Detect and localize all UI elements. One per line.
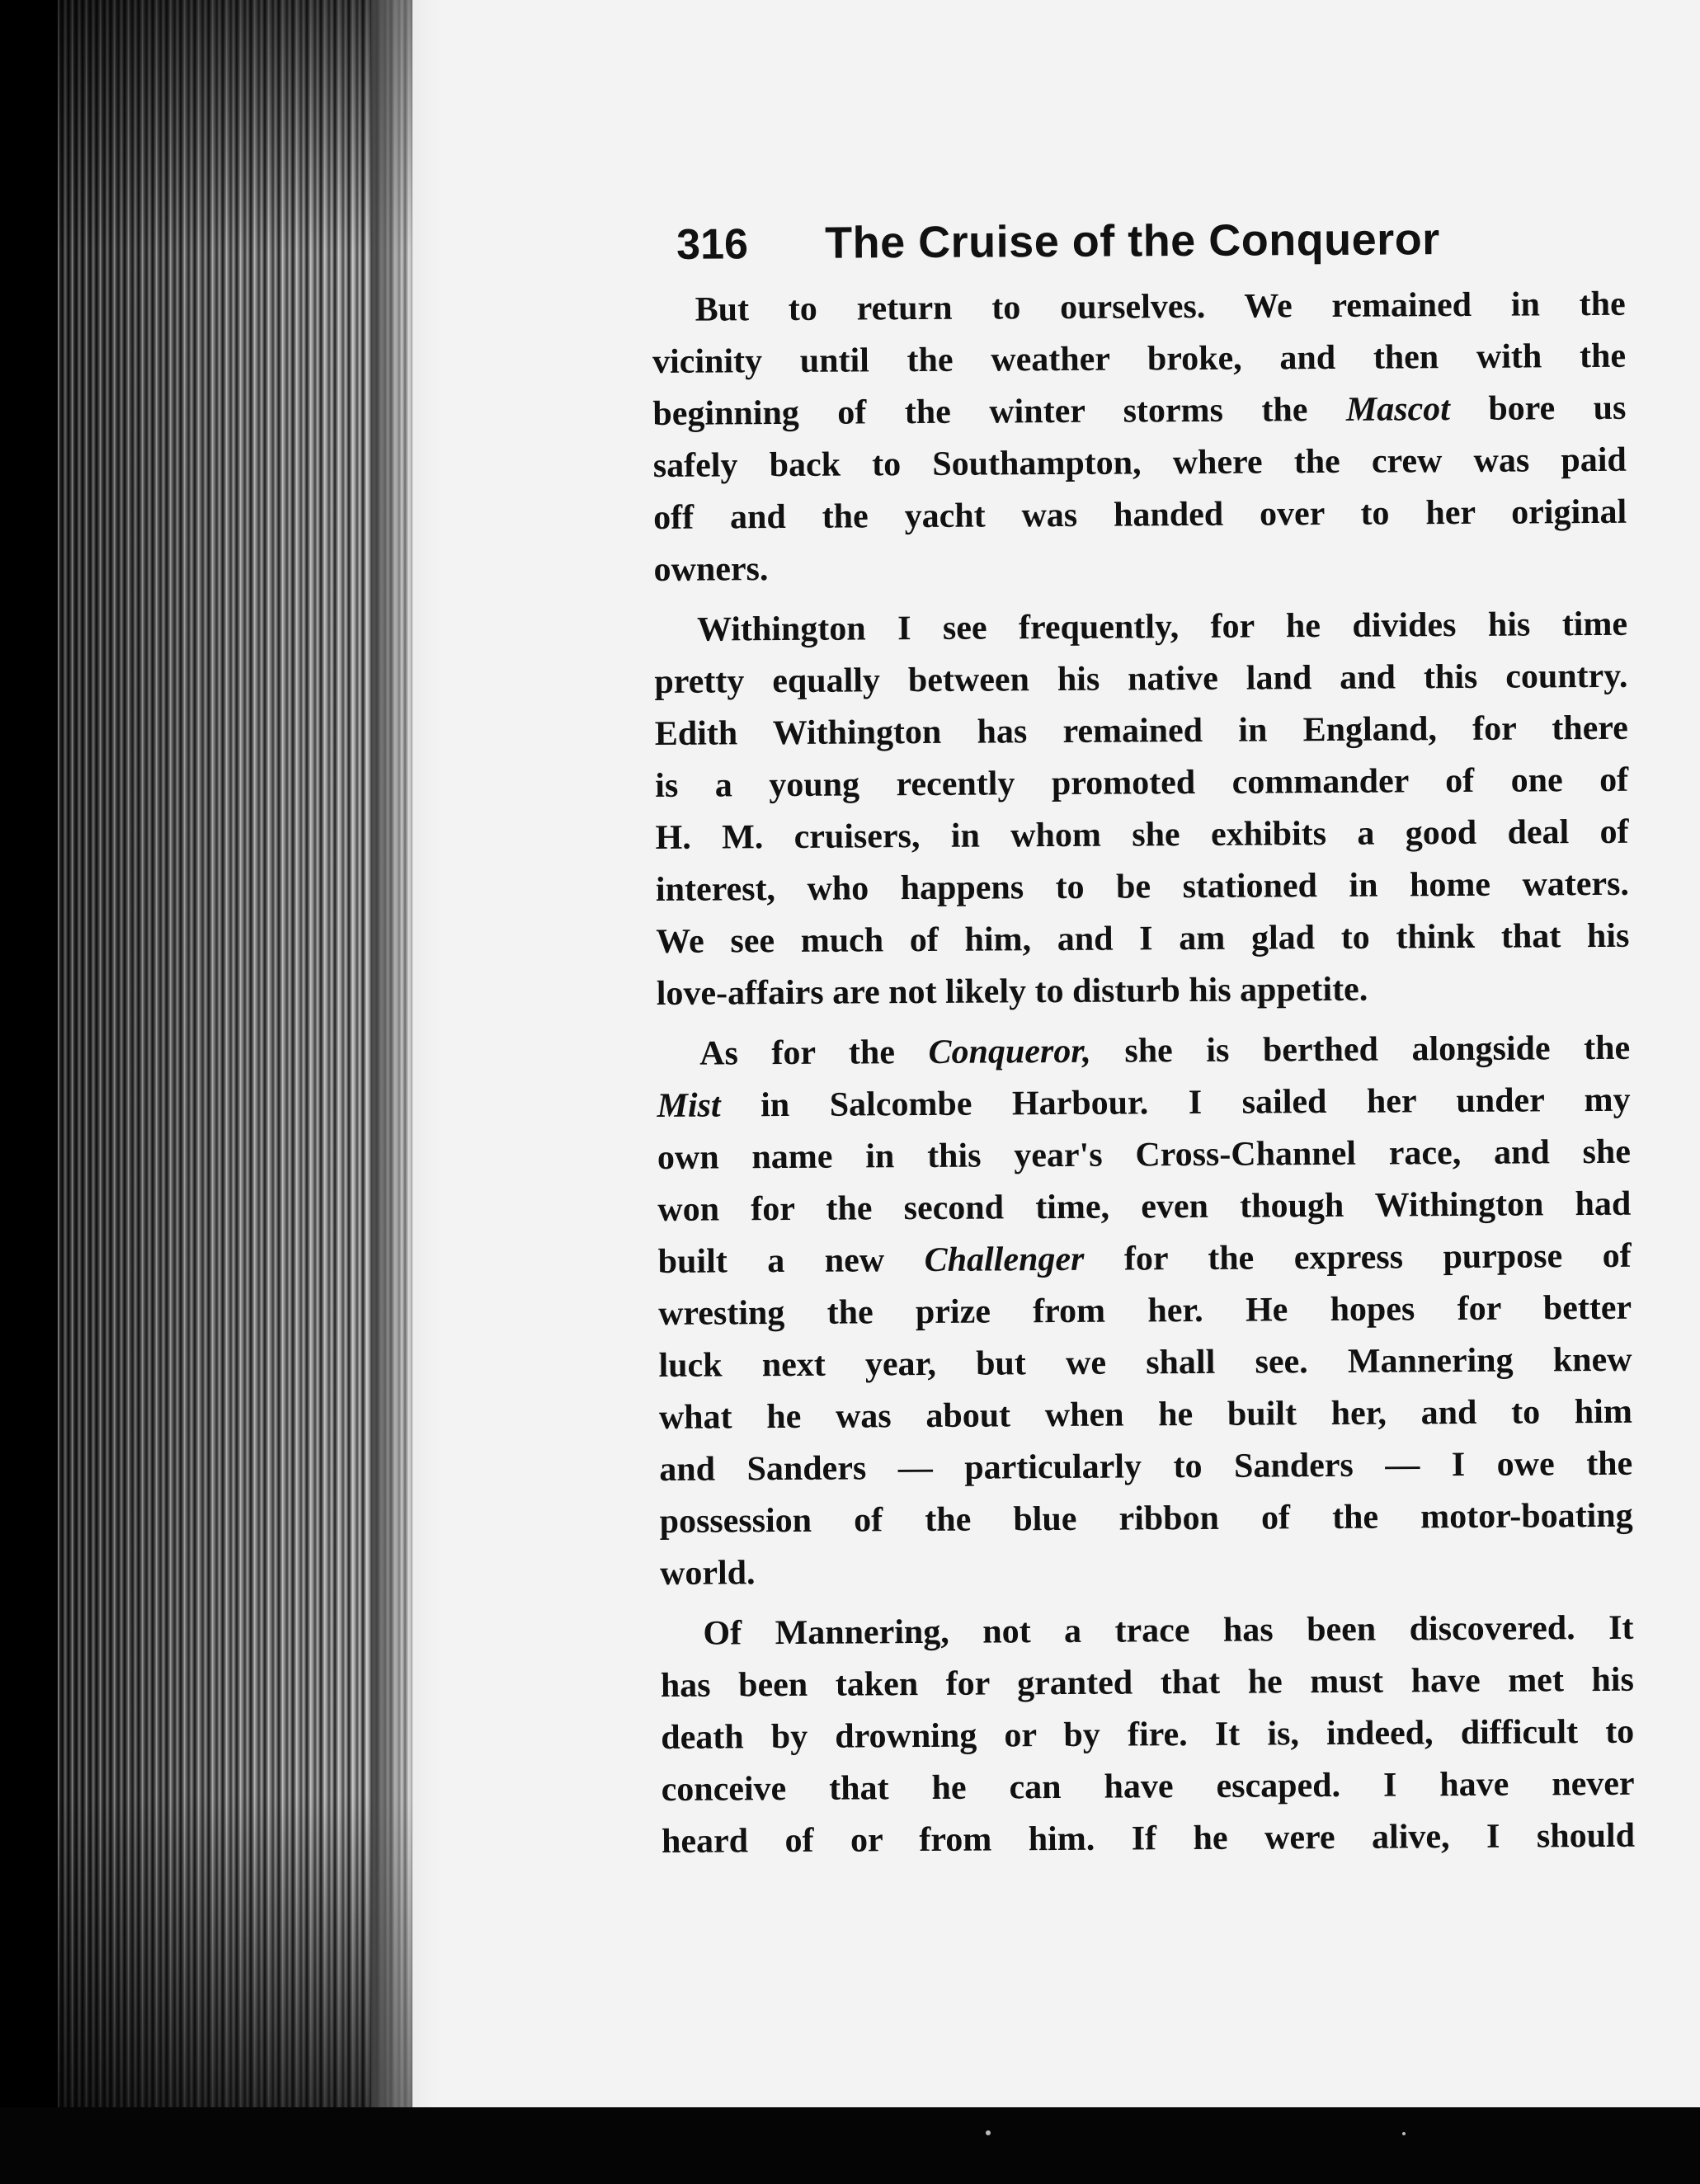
- text-run: heard of or from him. If he were alive, I should: [661, 1816, 1636, 1861]
- text-line: [657, 1179, 1631, 1236]
- text-run: off and the yacht was handed over to her original: [653, 492, 1627, 537]
- text-run: wresting the prize from her. He hopes for better: [657, 1288, 1632, 1333]
- text-block: [652, 213, 1635, 1876]
- text-line: [657, 963, 1630, 1020]
- text-run: luck next year, but we shall see. Mannering knew: [658, 1340, 1632, 1385]
- text-line: [652, 331, 1626, 388]
- italic-title: Challenger: [924, 1240, 1085, 1280]
- text-line: [656, 911, 1629, 968]
- italic-title: Mist: [657, 1086, 721, 1125]
- text-line: [661, 1706, 1634, 1764]
- text-run: what he was about when he built her, and to him: [658, 1392, 1633, 1437]
- text-line: [660, 1603, 1633, 1660]
- text-line: [655, 755, 1628, 812]
- text-line: [653, 539, 1627, 596]
- text-run: Edith Withington has remained in England, for there: [654, 708, 1628, 753]
- page-edges: [58, 0, 421, 2111]
- text-line: [653, 435, 1627, 492]
- text-run: interest, who happens to be stationed in home waters.: [655, 864, 1630, 909]
- page-number: 316: [676, 220, 749, 269]
- text-run: But to return to ourselves. We remained in the: [695, 285, 1626, 329]
- paragraph: [657, 1023, 1633, 1600]
- text-run: vicinity until the weather broke, and then with the: [652, 337, 1627, 381]
- bottom-scan-border: [0, 2107, 1700, 2184]
- text-line: [659, 1490, 1632, 1548]
- text-run: We see much of him, and I am glad to think that his: [656, 916, 1630, 961]
- italic-title: Conqueror,: [928, 1032, 1091, 1071]
- text-run: she is berthed alongside the: [1090, 1028, 1631, 1071]
- text-line: [661, 1654, 1634, 1712]
- text-line: [658, 1283, 1632, 1340]
- text-line: [654, 599, 1627, 657]
- text-line: [660, 1542, 1633, 1600]
- text-run: Withington I see frequently, for he divides his time: [696, 605, 1628, 649]
- text-line: [653, 487, 1627, 544]
- text-run: death by drowning or by fire. It is, indeed, difficult to: [661, 1712, 1635, 1757]
- paragraph: [654, 599, 1630, 1020]
- text-run: for the express purpose of: [1084, 1236, 1632, 1278]
- text-line: [657, 1075, 1630, 1132]
- text-run: possession of the blue ribbon of the motor-boating: [659, 1496, 1633, 1541]
- text-line: [655, 807, 1628, 864]
- running-head: [676, 213, 1625, 270]
- paragraph: [660, 1603, 1635, 1868]
- text-line: [652, 383, 1626, 440]
- text-line: [655, 703, 1628, 760]
- text-run: won for the second time, even though Withington had: [657, 1184, 1632, 1229]
- text-run: safely back to Southampton, where the crew was paid: [652, 440, 1627, 485]
- text-run: built a new: [657, 1241, 925, 1281]
- text-run: Of Mannering, not a trace has been discovered. It: [703, 1608, 1634, 1653]
- text-line: [661, 1758, 1634, 1816]
- text-run: H. M. cruisers, in whom she exhibits a good deal of: [655, 812, 1629, 857]
- text-line: [652, 279, 1625, 337]
- text-run: own name in this year's Cross-Channel race, and she: [657, 1132, 1632, 1177]
- text-run: world.: [659, 1554, 756, 1593]
- text-run: pretty equally between his native land and this country.: [654, 657, 1628, 701]
- text-run: is a young recently promoted commander of one of: [655, 760, 1629, 805]
- text-run: love-affairs are not likely to disturb his appetite.: [656, 970, 1368, 1013]
- text-run: bore us: [1449, 388, 1627, 429]
- text-run: in Salcombe Harbour. I sailed her under my: [720, 1080, 1631, 1125]
- text-line: [662, 1810, 1635, 1868]
- text-line: [656, 859, 1629, 916]
- text-line: [659, 1386, 1632, 1444]
- text-run: conceive that he can have escaped. I have never: [661, 1764, 1635, 1809]
- running-title: The Cruise of the Conqueror: [825, 214, 1440, 268]
- italic-title: Mascot: [1345, 390, 1451, 429]
- text-run: As for the: [699, 1033, 929, 1073]
- text-run: owners.: [653, 550, 769, 589]
- text-run: beginning of the winter storms the: [652, 390, 1347, 433]
- text-line: [657, 1127, 1631, 1184]
- text-run: and Sanders — particularly to Sanders — I owe the: [659, 1444, 1633, 1489]
- text-line: [657, 1023, 1630, 1080]
- gutter-shadow: [371, 0, 437, 2111]
- paragraph: [652, 279, 1627, 596]
- text-run: has been taken for granted that he must have met his: [660, 1660, 1634, 1705]
- body-text: [652, 279, 1635, 1868]
- text-line: [659, 1438, 1632, 1496]
- book-page: [412, 0, 1700, 2107]
- text-line: [658, 1231, 1632, 1288]
- text-line: [658, 1334, 1632, 1392]
- text-line: [654, 651, 1627, 708]
